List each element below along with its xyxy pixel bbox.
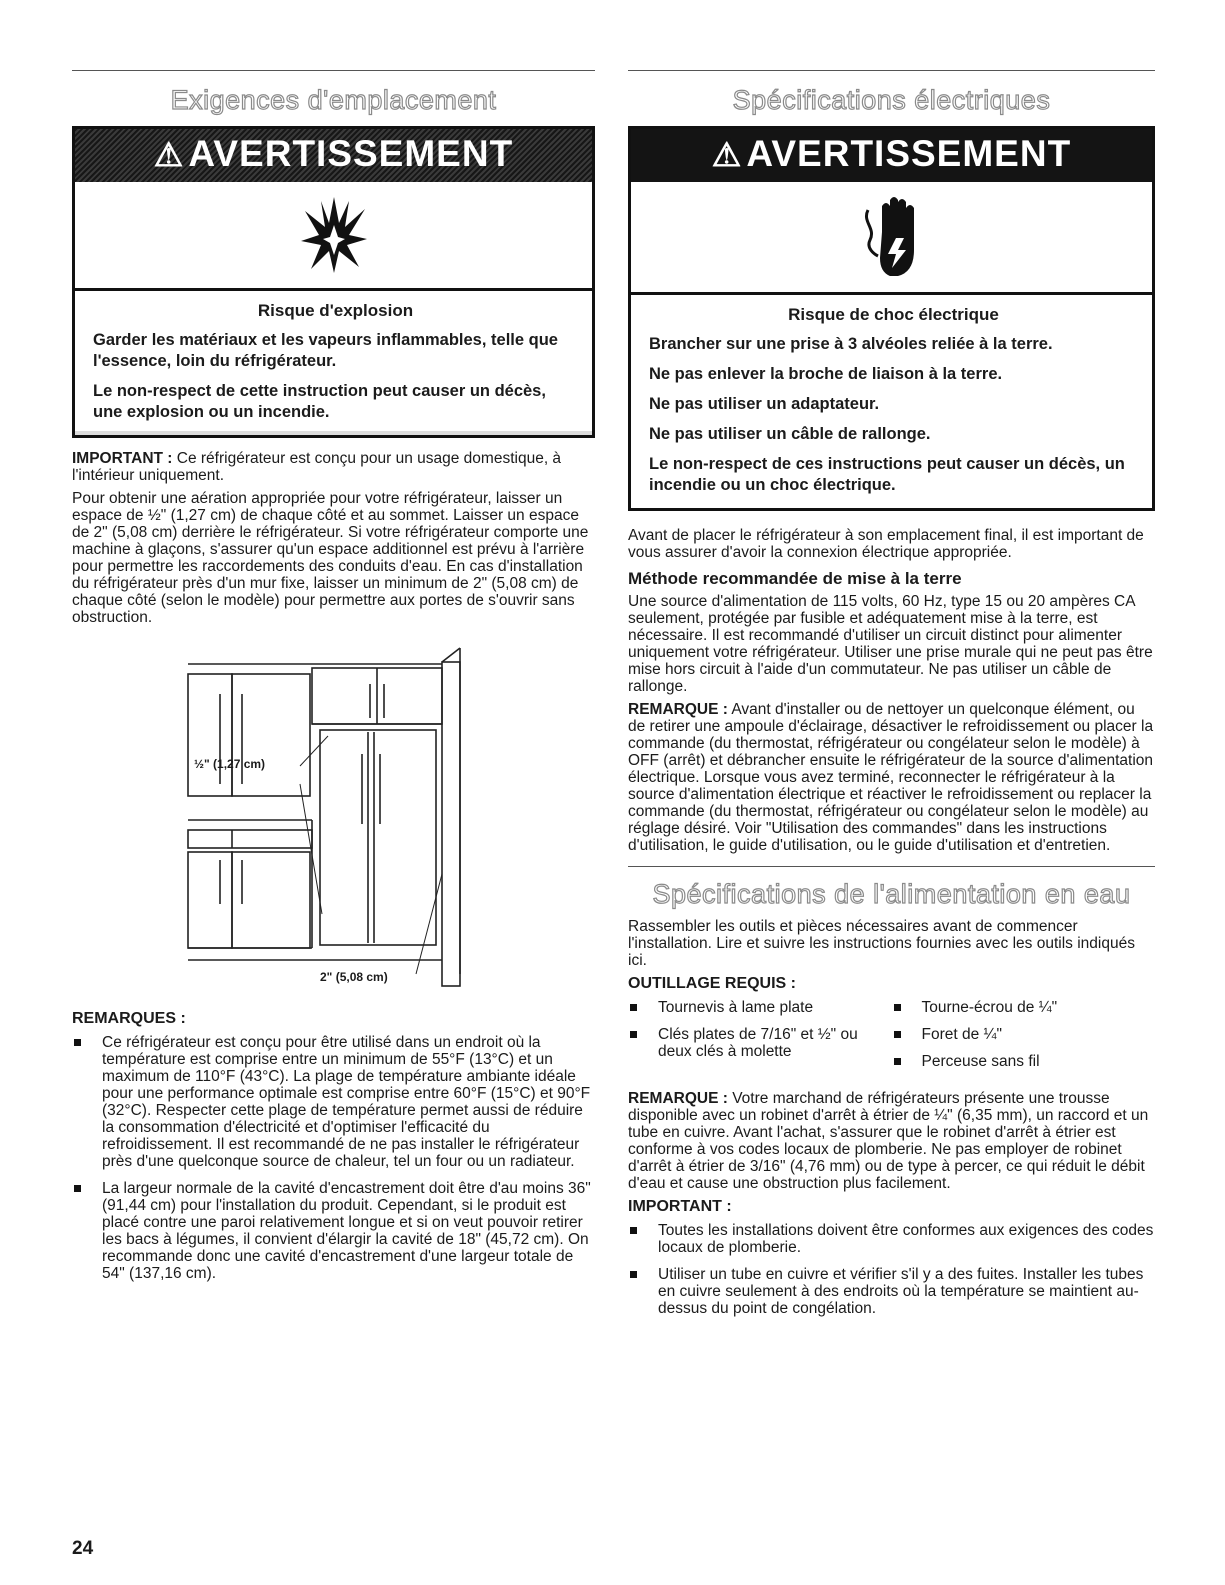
important-paragraph: [72, 450, 595, 484]
remarques-list: [72, 1034, 595, 1282]
section-title-location: Exigences d'emplacement: [170, 85, 497, 115]
list-item: Toutes les installations doivent être conformes aux exigences des codes locaux de plomberie.: [628, 1222, 1155, 1256]
clearance-label-half-inch: ½" (1,27 cm): [194, 757, 266, 771]
section-rule: [72, 70, 595, 71]
remarque2-label: REMARQUE :: [628, 1090, 728, 1107]
explosion-icon: [299, 195, 369, 275]
warning-header: ⚠ AVERTISSEMENT: [75, 129, 592, 182]
tools-column-1: [628, 999, 892, 1080]
remarque-label: REMARQUE :: [628, 701, 728, 718]
important-list: [628, 1222, 1155, 1317]
list-item: Ce réfrigérateur est conçu pour être utilisé dans un endroit où la température est comprise entre un minimum de 55°F (13°C) et un maximum de 110°F (43°C). La plage de température ambiante idéale pour une performance optimale est comprise entre 60°F (15°C) et 90°F (32°C). Respecter cette plage de température permet aussi de réduire la consommation d'électricité et d'optimiser l'efficacité du refroidissement. Il est recommandé de ne pas installer le réfrigérateur près d'une quelconque source de chaleur, tel un four ou un radiateur.: [72, 1034, 595, 1170]
warning-triangle-icon: ⚠: [711, 136, 743, 173]
water-intro: Rassembler les outils et pièces nécessaires avant de commencer l'installation. Lire et suivre les instructions fournies avec les outils indiqués ici.: [628, 918, 1135, 969]
remarque2-text: Votre marchand de réfrigérateurs présente une trousse disponible avec un robinet d'arrêt à étrier de ¼" (6,35 mm), un raccord et un tube en cuivre. Avant l'achat, s'assurer que le robinet d'arrêt à étrier est conforme à vos codes locaux de plomberie. Ne pas employer de robinet d'arrêt à étrier de 3/16" (4,76 mm) ou de type à percer, ce qui réduit le débit d'eau et cause une obstruction plus facilement.: [628, 1090, 1149, 1192]
page-number: 24: [72, 1538, 94, 1559]
important-label-water: IMPORTANT :: [628, 1198, 732, 1215]
left-column: [72, 70, 595, 1292]
warning-risk-title: Risque de choc électrique: [788, 305, 999, 324]
list-item: Perceuse sans fil: [892, 1053, 1156, 1070]
refrigerator-clearance-diagram: [72, 634, 595, 1004]
important-text: Ce réfrigérateur est conçu pour un usage domestique, à l'intérieur uniquement.: [72, 450, 562, 484]
warning-line: Brancher sur une prise à 3 alvéoles reliée à la terre.: [649, 335, 1053, 353]
important-label: IMPORTANT :: [72, 450, 173, 467]
cabinet-diagram: [72, 634, 595, 1004]
warning-body: [631, 295, 1152, 508]
list-item: La largeur normale de la cavité d'encastrement doit être d'au moins 36" (91,44 cm) pour l'installation du produit. Cependant, si le produit est placé contre une paroi relativement longue et si on veut pouvoir retirer les bacs à légumes, il convient d'élargir la cavité de 18" (45,72 cm). On recommande donc une cavité d'encastrement d'une largeur totale de 54" (137,16 cm).: [72, 1180, 595, 1282]
remarque-text: Avant d'installer ou de nettoyer un quelconque élément, ou de retirer une ampoule d'éclairage, désactiver le refroidissement ou placer la commande (du thermostat, réfrigérateur ou congélateur selon le modèle) à OFF (arrêt) et débrancher ensuite le réfrigérateur de la source d'alimentation électrique. Lorsque vous avez terminé, reconnecter le réfrigérateur à la source d'alimentation électrique et réactiver le refroidissement ou replacer la commande (du thermostat, réfrigérateur ou congélateur selon le modèle) au réglage désiré. Voir "Utilisation des commandes" dans les instructions d'utilisation, le guide d'utilisation, ou le guide d'utilisation et d'entretien.: [628, 701, 1154, 854]
warning-line: Garder les matériaux et les vapeurs inflammables, telle que l'essence, loin du réfrigérateur.: [93, 331, 558, 370]
tools-column-2: [892, 999, 1156, 1080]
warning-icon-area: [75, 182, 592, 291]
section-title-water: Spécifications de l'alimentation en eau: [652, 879, 1131, 909]
section-title-electrical: Spécifications électriques: [732, 85, 1051, 115]
electrical-intro: Avant de placer le réfrigérateur à son emplacement final, il est important de vous assurer d'avoir la connexion électrique appropriée.: [628, 527, 1144, 561]
clearance-label-two-inch: 2" (5,08 cm): [320, 970, 388, 984]
grounding-method-text: Une source d'alimentation de 115 volts, 60 Hz, type 15 ou 20 ampères CA seulement, protégée par fusible et adéquatement mise à la terre, est nécessaire. Il est recommandé d'utiliser un circuit distinct pour alimenter uniquement votre réfrigérateur. Utiliser une prise murale qui ne peut pas être mise hors circuit à l'aide d'un commutateur. Ne pas utiliser un câble de rallonge.: [628, 593, 1153, 695]
warning-line: Ne pas enlever la broche de liaison à la terre.: [649, 365, 1003, 383]
remarques-label: REMARQUES :: [72, 1010, 186, 1027]
warning-triangle-icon: ⚠: [153, 136, 185, 173]
explosion-warning-box: [72, 126, 595, 438]
grounding-method-title: Méthode recommandée de mise à la terre: [628, 569, 962, 588]
list-item: Tourne-écrou de ¼": [892, 999, 1156, 1016]
remarque2-paragraph: [628, 1090, 1155, 1192]
warning-line: Le non-respect de ces instructions peut causer un décès, un incendie ou un choc électrique.: [649, 455, 1125, 494]
right-column: [628, 70, 1155, 1327]
tools-label: OUTILLAGE REQUIS :: [628, 975, 796, 992]
warning-icon-area: [631, 182, 1152, 295]
section-rule: [628, 866, 1155, 867]
remarque-paragraph: [628, 701, 1155, 854]
list-item: Clés plates de 7/16" et ½" ou deux clés à molette: [628, 1026, 892, 1060]
warning-risk-title: Risque d'explosion: [257, 301, 414, 320]
list-item: Foret de ¼": [892, 1026, 1156, 1043]
warning-line: Le non-respect de cette instruction peut causer un décès, une explosion ou un incendie.: [93, 382, 546, 421]
warning-line: Ne pas utiliser un adaptateur.: [649, 395, 880, 413]
electric-warning-box: [628, 126, 1155, 511]
tools-list: [628, 999, 1155, 1080]
warning-body: [75, 291, 592, 435]
electric-shock-icon: [860, 192, 924, 282]
list-item: Tournevis à lame plate: [628, 999, 892, 1016]
warning-line: Ne pas utiliser un câble de rallonge.: [649, 425, 931, 443]
warning-header: ⚠ AVERTISSEMENT: [631, 129, 1152, 182]
list-item: Utiliser un tube en cuivre et vérifier s'il y a des fuites. Installer les tubes en cuivre seulement à des endroits où la température se maintient au-dessus du point de congélation.: [628, 1266, 1155, 1317]
section-rule: [628, 70, 1155, 71]
ventilation-paragraph: Pour obtenir une aération appropriée pour votre réfrigérateur, laisser un espace de ½" (1,27 cm) de chaque côté et au sommet. Laisser un espace de 2" (5,08 cm) derrière le réfrigérateur. Si votre réfrigérateur comporte une machine à glaçons, s'assurer qu'un espace additionnel est prévu à l'arrière pour permettre les raccordements des conduits d'eau. En cas d'installation du réfrigérateur près d'un mur fixe, laisser un minimum de 2" (5,08 cm) de chaque côté (selon le modèle) pour permettre aux portes de s'ouvrir sans obstruction.: [72, 490, 589, 626]
